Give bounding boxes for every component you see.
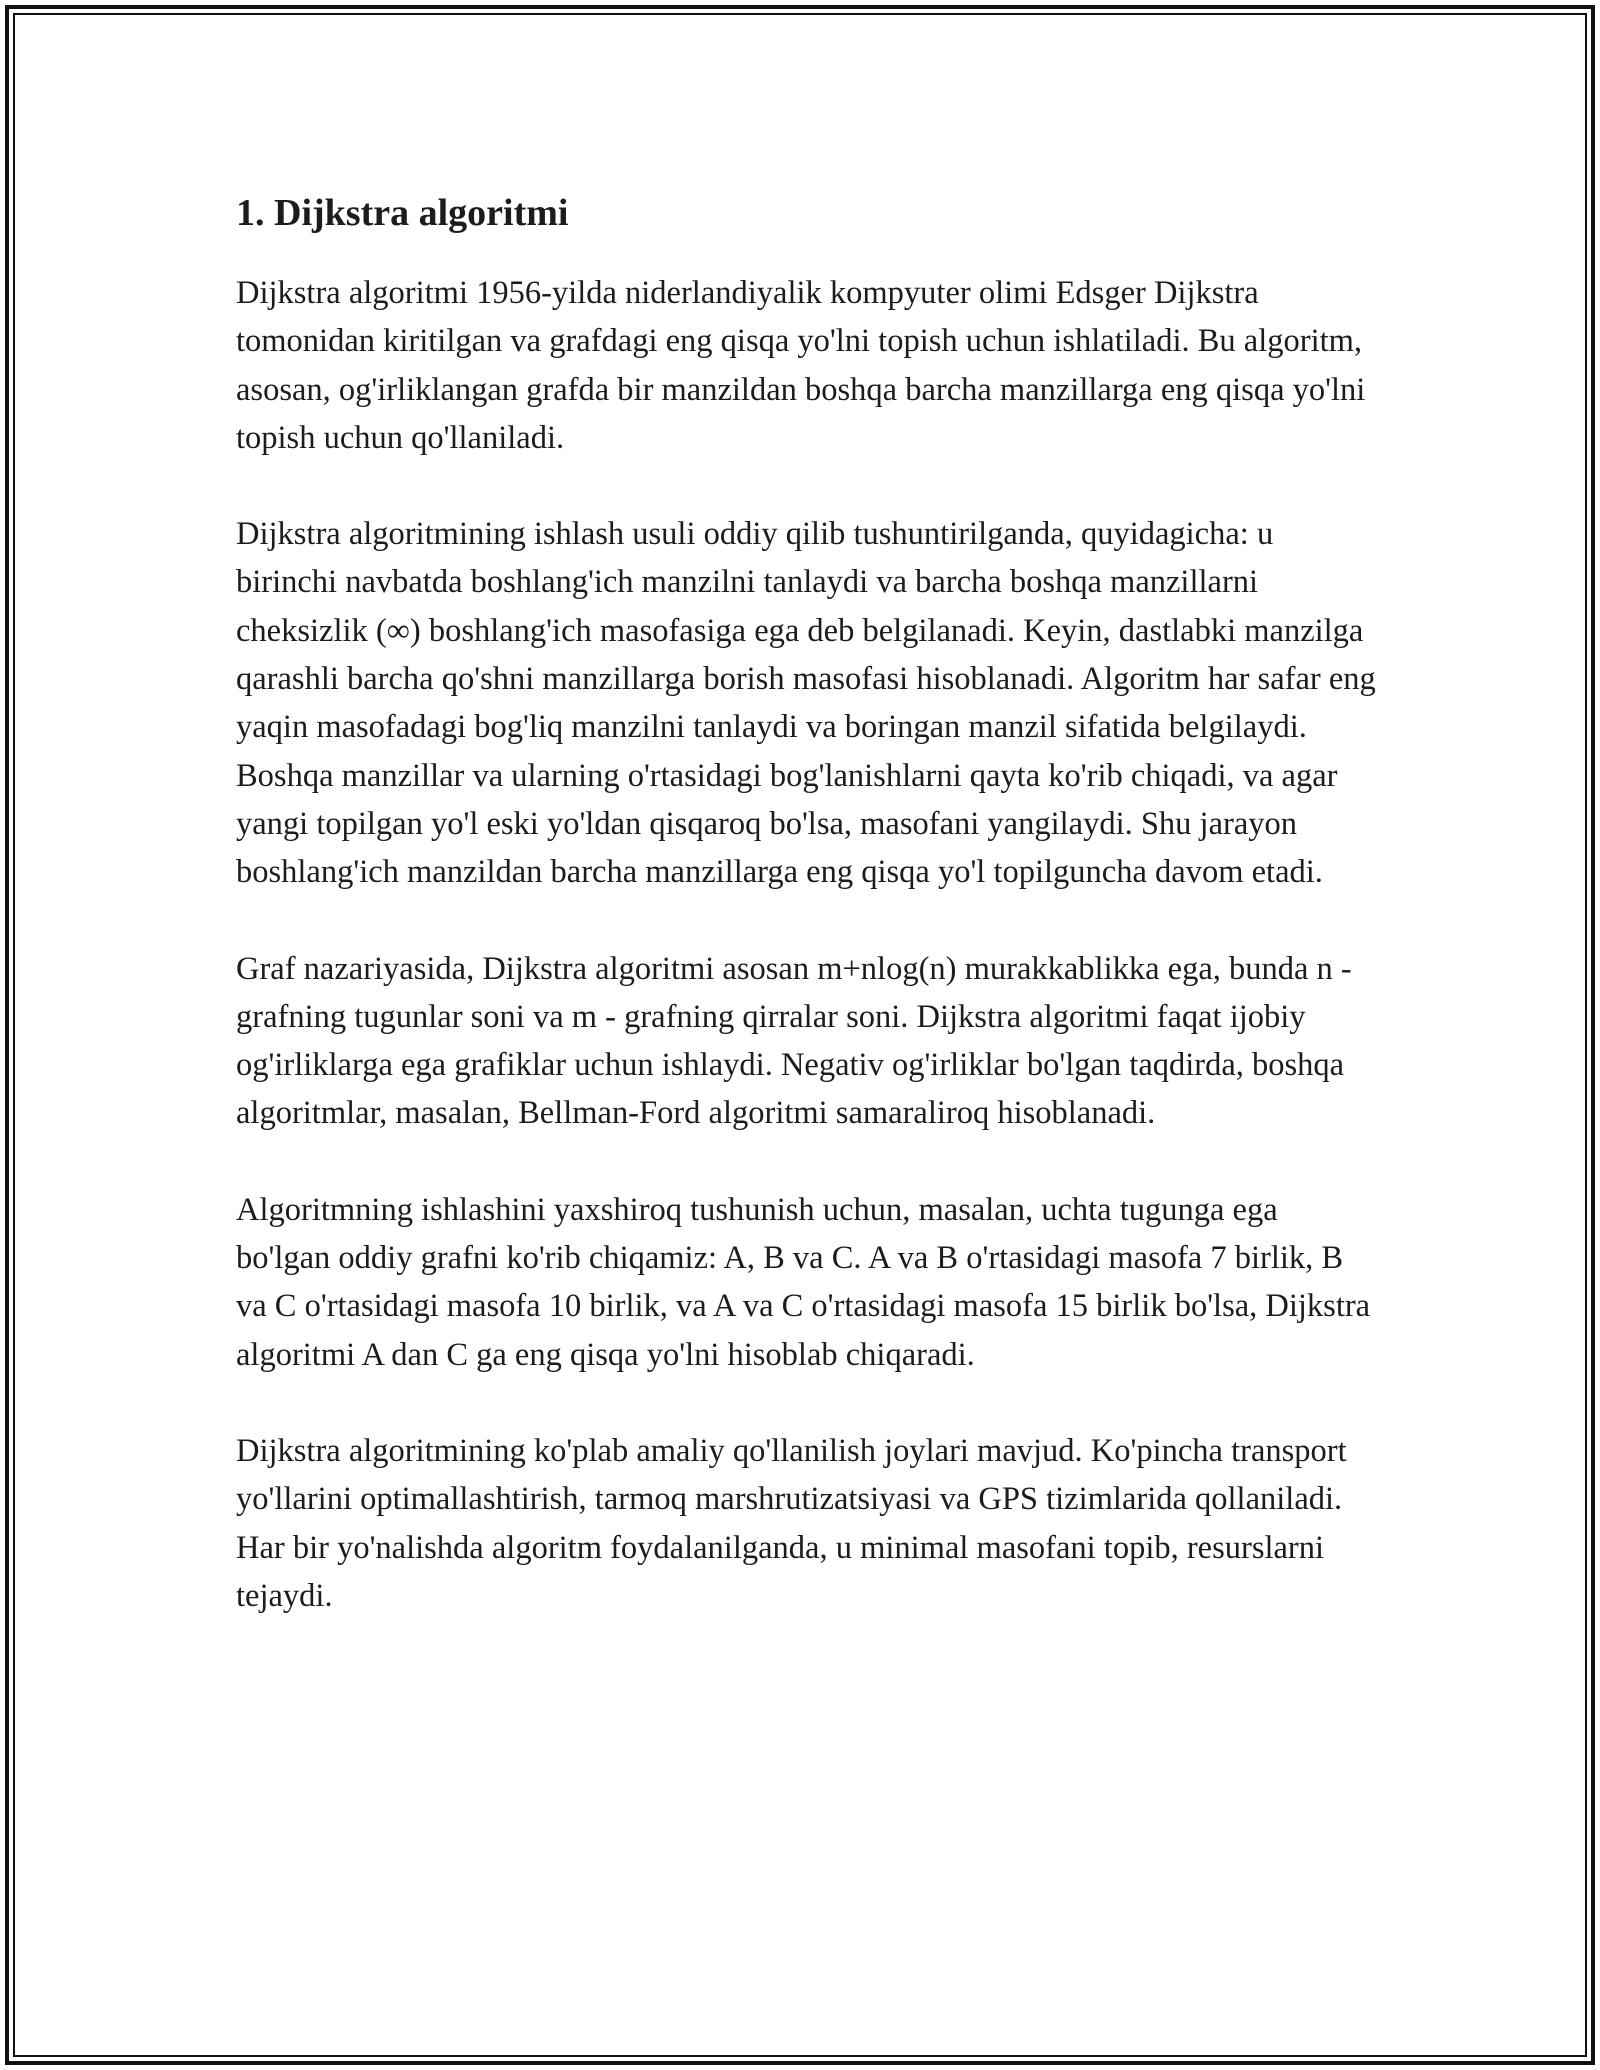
paragraph-intro: Dijkstra algoritmi 1956-yilda niderlandiyalik kompyuter olimi Edsger Dijkstra tomonidan kiritilgan va grafdagi eng qisqa yo'lni topish uchun ishlatiladi. Bu algoritm, asosan, og'irliklangan grafda bir manzildan boshqa barcha manzillarga eng qisqa yo'lni topish uchun qo'llaniladi.	[236, 275, 1366, 456]
paragraph-example: Algoritmning ishlashini yaxshiroq tushunish uchun, masalan, uchta tugunga ega bo'lgan oddiy grafni ko'rib chiqamiz: A, B va C. A va B o'rtasidagi masofa 7 birlik, B va C o'rtasidagi masofa 10 birlik, va A va C o'rtasidagi masofa 15 birlik bo'lsa, Dijkstra algoritmi A dan C ga eng qisqa yo'lni hisoblab chiqaradi.	[236, 1191, 1371, 1373]
paragraph-complexity: Graf nazariyasida, Dijkstra algoritmi asosan m+nlog(n) murakkablikka ega, bunda n - grafning tugunlar soni va m - grafning qirralar soni. Dijkstra algoritmi faqat ijobiy og'irliklarga ega grafiklar uchun ishlaydi. Negativ og'irliklar bo'lgan taqdirda, boshqa algoritmlar, masalan, Bellman-Ford algoritmi samaraliroq hisoblanadi.	[236, 950, 1352, 1132]
section-title: 1. Dijkstra algoritmi	[236, 192, 569, 234]
paragraph-applications: Dijkstra algoritmining ko'plab amaliy qo'llanilish joylari mavjud. Ko'pincha transport yo'llarini optimallashtirish, tarmoq marshrutizatsiyasi va GPS tizimlarida qollaniladi. Har bir yo'nalishda algoritm foydalanilganda, u minimal masofani topib, resurslarni tejaydi.	[236, 1432, 1347, 1614]
paragraph-how-it-works: Dijkstra algoritmining ishlash usuli oddiy qilib tushuntirilganda, quyidagicha: u birinchi navbatda boshlang'ich manzilni tanlaydi va barcha boshqa manzillarni cheksizlik (∞) boshlang'ich masofasiga ega deb belgilanadi. Keyin, dastlabki manzilga qarashli barcha qo'shni manzillarga borish masofasi hisoblanadi. Algoritm har safar eng yaqin masofadagi bog'liq manzilni tanlaydi va boringan manzil sifatida belgilaydi. Boshqa manzillar va ularning o'rtasidagi bog'lanishlarni qayta ko'rib chiqadi, va agar yangi topilgan yo'l eski yo'ldan qisqaroq bo'lsa, masofani yangilaydi. Shu jarayon boshlang'ich manzildan barcha manzillarga eng qisqa yo'l topilguncha davom etadi.	[236, 516, 1376, 891]
document-body	[236, 185, 1376, 1668]
